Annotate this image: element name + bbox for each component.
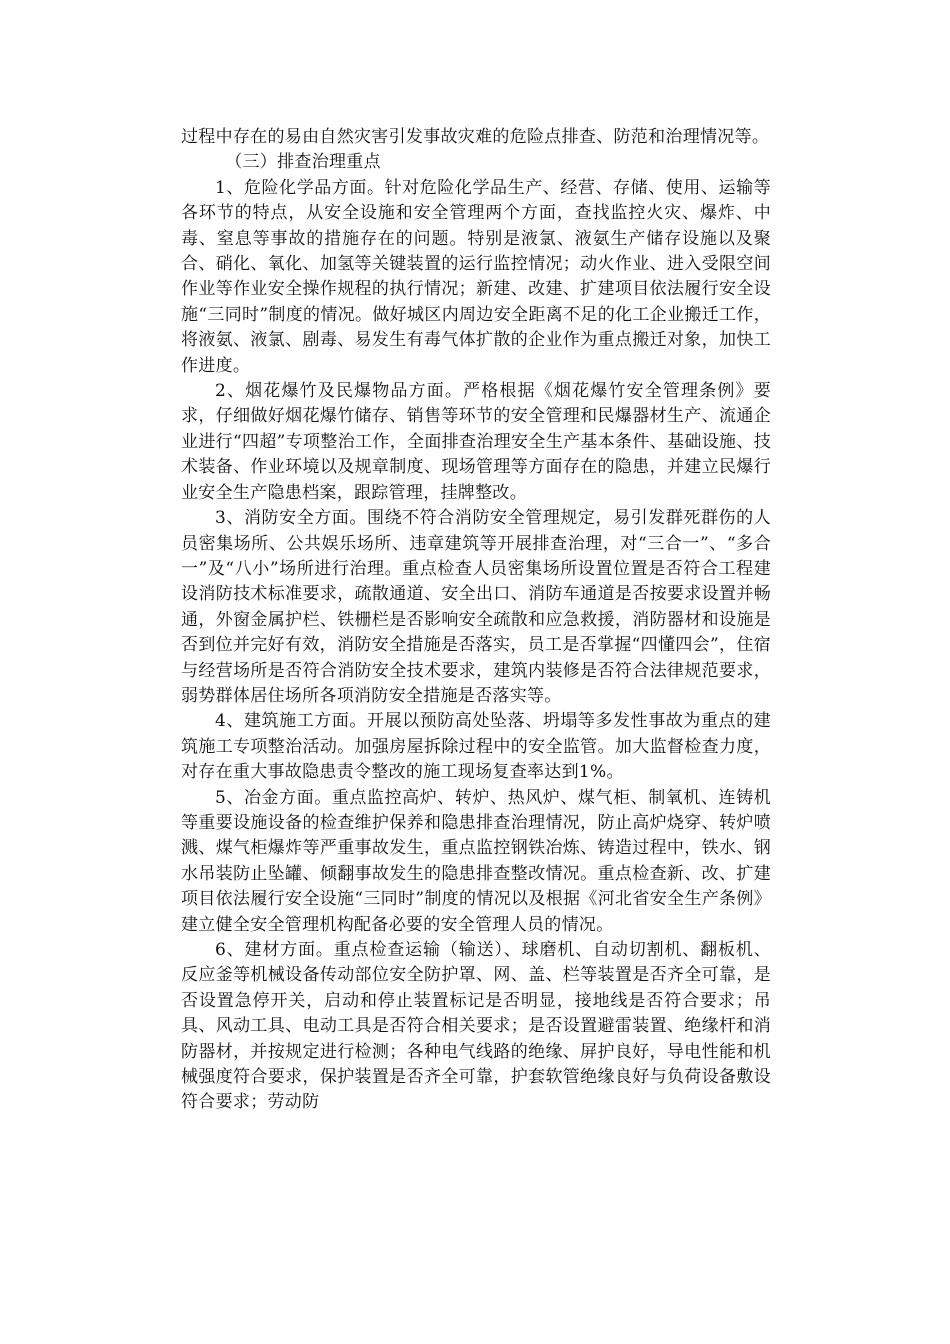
document-body	[181, 125, 771, 1116]
paragraph-continuation: 过程中存在的易由自然灾害引发事故灾难的危险点排查、防范和治理情况等。	[181, 127, 770, 147]
paragraph-building-materials: 6、建材方面。重点检查运输（输送）、球磨机、自动切割机、翻板机、反应釜等机械设备传动部位安全防护罩、网、盖、栏等装置是否齐全可靠，是否设置急停开关，启动和停止装置标记是否明显，接地线是否符合要求；吊具、风动工具、电动工具是否符合相关要求；是否设置避雷装置、绝缘杆和消防器材，并按规定进行检测；各种电气线路的绝缘、屏护良好，导电性能和机械强度符合要求，保护装置是否齐全可靠，护套软管绝缘良好与负荷设备敷设符合要求；劳动防	[181, 940, 771, 1113]
paragraph-construction: 4、建筑施工方面。开展以预防高处坠落、坍塌等多发性事故为重点的建筑施工专项整治活动。加强房屋拆除过程中的安全监管。加大监督检查力度，对存在重大事故隐患责令整改的施工现场复查率达到1%。	[181, 711, 771, 783]
paragraph-fire-safety: 3、消防安全方面。围绕不符合消防安全管理规定，易引发群死群伤的人员密集场所、公共娱乐场所、违章建筑等开展排查治理，对“三合一”、“多合一”及“八小”场所进行治理。重点检查人员密集场所设置位置是否符合工程建设消防技术标准要求，疏散通道、安全出口、消防车通道是否按要求设置并畅通，外窗金属护栏、铁栅栏是否影响安全疏散和应急救援，消防器材和设施是否到位并完好有效，消防安全措施是否落实，员工是否掌握“四懂四会”，住宿与经营场所是否符合消防安全技术要求，建筑内装修是否符合法律规范要求，弱势群体居住场所各项消防安全措施是否落实等。	[181, 508, 771, 706]
paragraph-fireworks-explosives: 2、烟花爆竹及民爆物品方面。严格根据《烟花爆竹安全管理条例》要求，仔细做好烟花爆竹储存、销售等环节的安全管理和民爆器材生产、流通企业进行“四超”专项整治工作，全面排查治理安全生产基本条件、基础设施、技术装备、作业环境以及规章制度、现场管理等方面存在的隐患，并建立民爆行业安全生产隐患档案，跟踪管理，挂牌整改。	[181, 381, 771, 503]
section-heading: （三）排查治理重点	[225, 152, 381, 173]
paragraph-metallurgy: 5、冶金方面。重点监控高炉、转炉、热风炉、煤气柜、制氧机、连铸机等重要设施设备的检查维护保养和隐患排查治理情况，防止高炉烧穿、转炉喷溅、煤气柜爆炸等严重事故发生，重点监控钢铁冶炼、铸造过程中，铁水、钢水吊装防止坠罐、倾翻事故发生的隐患排查整改情况。重点检查新、改、扩建项目依法履行安全设施“三同时”制度的情况以及根据《河北省安全生产条例》建立健全安全管理机构配备必要的安全管理人员的情况。	[181, 787, 771, 935]
paragraph-hazardous-chemicals: 1、危险化学品方面。针对危险化学品生产、经营、存储、使用、运输等各环节的特点，从安全设施和安全管理两个方面，查找监控火灾、爆炸、中毒、窒息等事故的措施存在的问题。特别是液氯、液氨生产储存设施以及聚合、硝化、氧化、加氢等关键装置的运行监控情况；动火作业、进入受限空间作业等作业安全操作规程的执行情况；新建、改建、扩建项目依法履行安全设施“三同时”制度的情况。做好城区内周边安全距离不足的化工企业搬迁工作，将液氨、液氯、剧毒、易发生有毒气体扩散的企业作为重点搬迁对象，加快工作进度。	[181, 177, 771, 376]
